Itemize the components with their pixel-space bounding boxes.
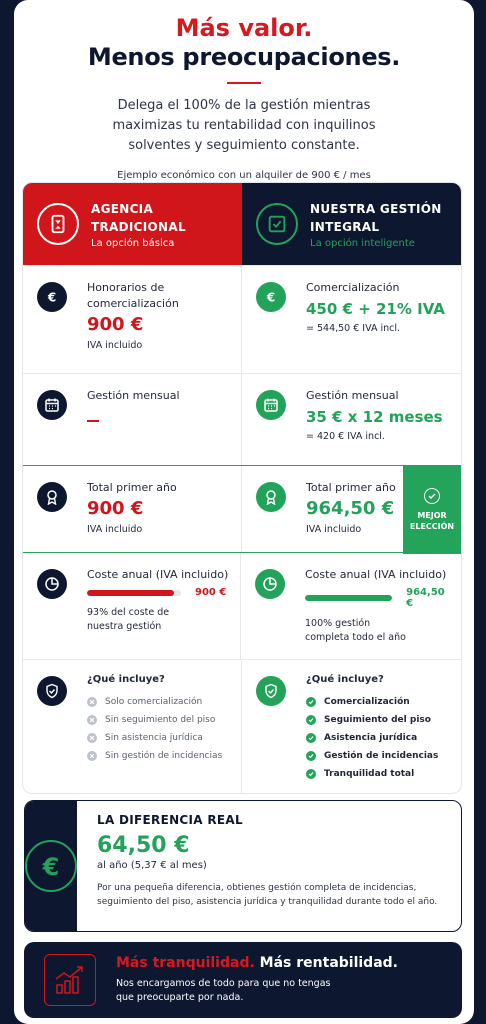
shield-icon	[256, 676, 286, 706]
label: Gestión mensual	[87, 389, 180, 402]
label: Honorarios de comercialización	[87, 281, 179, 310]
footer-text: Nos encargamos de todo para que no tengas que preocuparte por nada.	[116, 978, 331, 1003]
label: Comercialización	[306, 281, 400, 294]
infographic-card	[14, 0, 474, 1024]
difference-period: al año (5,37 € al mes)	[97, 860, 207, 871]
cost-bar-fill	[305, 595, 392, 601]
header-integral	[242, 183, 461, 265]
x-icon	[87, 715, 97, 725]
difference-value: 64,50 €	[97, 833, 190, 858]
svg-text:€: €	[47, 290, 57, 305]
award-icon	[37, 482, 67, 512]
cost-bar	[305, 595, 392, 601]
hourglass-icon	[37, 203, 79, 245]
includes-title: ¿Qué incluye?	[306, 674, 384, 685]
best-choice-label: MEJOR ELECCIÓN	[409, 511, 455, 531]
list-item: Sin gestión de incidencias	[87, 747, 231, 765]
label: Total primer año	[87, 481, 177, 494]
row-includes	[23, 659, 461, 794]
table-header	[23, 183, 461, 265]
list-item: Tranquilidad total	[306, 765, 451, 783]
award-icon	[256, 482, 286, 512]
note: IVA incluido	[87, 524, 143, 535]
cell-commission-integral	[242, 266, 461, 373]
value: 900 €	[87, 314, 144, 335]
cell-annual-integral	[241, 553, 461, 659]
check-icon	[306, 751, 316, 761]
check-icon	[306, 769, 316, 779]
note: 100% gestión completa todo el año	[305, 618, 406, 643]
hero	[14, 0, 474, 181]
growth-chart-icon	[44, 954, 96, 1006]
cost-bar-fill	[87, 590, 174, 596]
example-text: Ejemplo económico con un alquiler de 900 € / mes	[117, 170, 371, 181]
list-item: Asistencia jurídica	[306, 729, 451, 747]
cost-bar	[87, 590, 181, 596]
cell-first-year-traditional	[23, 466, 242, 552]
cell-includes-integral	[242, 660, 461, 794]
header-traditional-subtitle: La opción básica	[91, 237, 175, 249]
title-navy: Menos preocupaciones.	[87, 43, 401, 71]
value: 900 €	[87, 498, 144, 519]
footer-title-red: Más tranquilidad.	[116, 955, 255, 971]
note: = 544,50 € IVA incl.	[306, 323, 401, 334]
value: 450 € + 21% IVA	[306, 300, 445, 318]
euro-icon	[37, 282, 67, 312]
label: Total primer año	[306, 481, 396, 494]
note: 93% del coste de nuestra gestión	[87, 607, 170, 632]
pie-chart-icon	[255, 569, 285, 599]
x-icon	[87, 697, 97, 707]
label: Gestión mensual	[306, 389, 399, 402]
checkbox-icon	[256, 203, 298, 245]
check-icon	[306, 697, 316, 707]
pie-chart-icon	[37, 569, 67, 599]
calendar-icon	[256, 390, 286, 420]
includes-title: ¿Qué incluye?	[87, 674, 165, 685]
calendar-icon	[37, 390, 67, 420]
title-red: Más valor.	[175, 14, 313, 42]
footer-banner	[24, 942, 462, 1018]
value: 35 € x 12 meses	[306, 408, 443, 426]
difference-title: LA DIFERENCIA REAL	[97, 813, 243, 827]
title-divider	[227, 82, 261, 84]
row-first-year	[23, 465, 461, 553]
shield-icon	[37, 676, 67, 706]
list-item: Seguimiento del piso	[306, 711, 451, 729]
row-monthly	[23, 373, 461, 465]
label: Coste anual (IVA incluido)	[305, 568, 447, 581]
header-traditional-title: AGENCIA TRADICIONAL	[91, 201, 186, 234]
difference-text: Por una pequeña diferencia, obtienes gestión completa de incidencias, seguimiento del piso, asistencia jurídica y tranquilidad durante todo el año.	[97, 883, 438, 907]
x-icon	[87, 733, 97, 743]
label: Coste anual (IVA incluido)	[87, 568, 229, 581]
row-annual	[23, 553, 461, 659]
svg-text:€: €	[42, 853, 60, 881]
euro-icon	[256, 282, 286, 312]
lead-text: Delega el 100% de la gestión mientras maximizas tu rentabilidad con inquilinos solventes y seguimiento constante.	[112, 98, 376, 153]
check-icon	[306, 733, 316, 743]
check-icon	[306, 715, 316, 725]
cell-annual-traditional	[23, 553, 241, 659]
footer-title-white: Más rentabilidad.	[259, 955, 398, 971]
value: 900 €	[195, 587, 227, 598]
x-icon	[87, 751, 97, 761]
list-item: Gestión de incidencias	[306, 747, 451, 765]
value: 964,50 €	[306, 498, 395, 519]
value: 964,50 €	[406, 587, 445, 609]
no-value-dash	[87, 420, 99, 422]
list-item: Comercialización	[306, 693, 451, 711]
svg-text:€: €	[266, 290, 276, 305]
list-item: Sin seguimiento del piso	[87, 711, 231, 729]
cell-includes-traditional	[23, 660, 242, 794]
comparison-table	[22, 182, 462, 794]
cell-monthly-traditional	[23, 374, 242, 465]
best-choice-badge	[403, 466, 461, 554]
note: = 420 € IVA incl.	[306, 431, 385, 442]
difference-box	[24, 800, 462, 932]
check-circle-icon	[424, 488, 440, 504]
header-integral-subtitle: La opción inteligente	[310, 237, 415, 249]
euro-icon	[25, 840, 77, 892]
list-item: Solo comercialización	[87, 693, 231, 711]
cell-monthly-integral	[242, 374, 461, 465]
header-integral-title: NUESTRA GESTIÓN INTEGRAL	[310, 201, 442, 234]
list-item: Sin asistencia jurídica	[87, 729, 231, 747]
note: IVA incluido	[306, 524, 362, 535]
row-commission	[23, 265, 461, 373]
note: IVA incluido	[87, 340, 143, 351]
difference-icon-panel	[25, 801, 77, 931]
header-traditional	[23, 183, 242, 265]
cell-first-year-integral	[242, 466, 461, 552]
cell-commission-traditional	[23, 266, 242, 373]
